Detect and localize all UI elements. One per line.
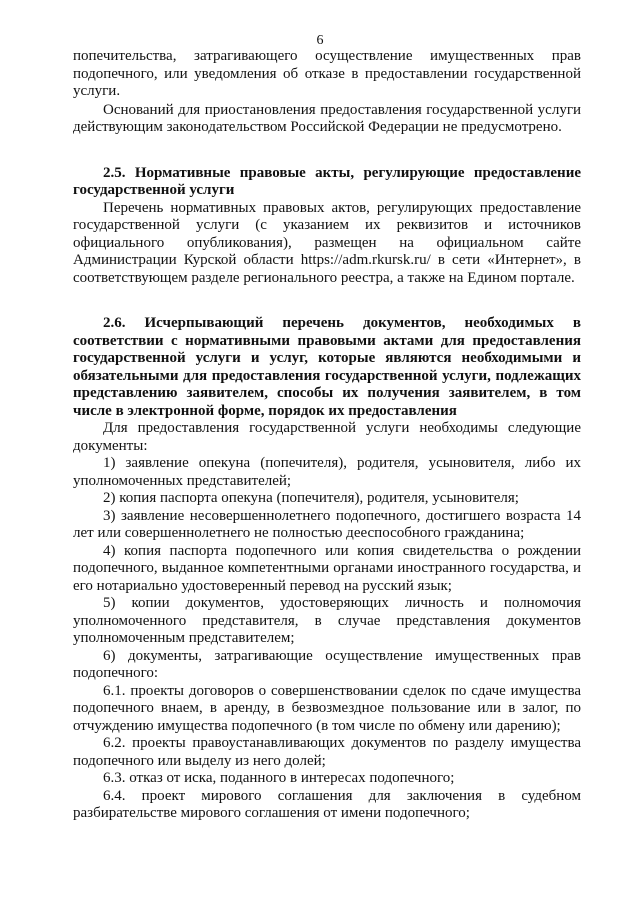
list-item: 6.2. проекты правоустанавливающих документов по разделу имущества подопечного или выделу из него долей;	[73, 735, 581, 769]
section-heading-2-6: 2.6. Исчерпывающий перечень документов, необходимых в соответствии с нормативными правовыми актами для предоставления государственной услуги и услуг, которые являются необходимыми и обязательными для предоставления государственной услуги, подлежащих представлению заявителем, способы их получения заявителем, в том числе в электронной форме, порядок их предоставления	[73, 315, 581, 419]
list-item: 2) копия паспорта опекуна (попечителя), родителя, усыновителя;	[103, 490, 519, 506]
list-item: 6.4. проект мирового соглашения для заключения в судебном разбирательстве мирового соглашения от имени подопечного;	[73, 787, 581, 821]
paragraph: Перечень нормативных правовых актов, регулирующих предоставление государственной услуги (с указанием их реквизитов и источников официального опубликования), размещен на официальном сайте Администрации Курской области https://adm.rkursk.ru/ в сети «Интернет», в соответствующем разделе регионального реестра, а также на Едином портале.	[73, 199, 581, 286]
list-item: 1) заявление опекуна (попечителя), родителя, усыновителя, либо их уполномоченных представителей;	[73, 455, 581, 489]
section-heading-2-5: 2.5. Нормативные правовые акты, регулирующие предоставление государственной услуги	[73, 164, 581, 198]
paragraph: Оснований для приостановления предоставления государственной услуги действующим законодательством Российской Федерации не предусмотрено.	[73, 101, 581, 135]
list-item: 6.1. проекты договоров о совершенствовании сделок по сдаче имущества подопечного внаем, в аренду, в безвозмездное пользование или в залог, по отчуждению имущества подопечного (в том числе по обмену или дарению);	[73, 682, 581, 734]
list-item: 6.3. отказ от иска, поданного в интересах подопечного;	[103, 770, 455, 786]
page-number: 6	[316, 33, 324, 48]
list-item: 4) копия паспорта подопечного или копия свидетельства о рождении подопечного, выданное компетентными органами иностранного государства, и его нотариально удостоверенный перевод на русский язык;	[73, 542, 581, 594]
list-item: 3) заявление несовершеннолетнего подопечного, достигшего возраста 14 лет или совершеннолетнего не полностью дееспособного гражданина;	[73, 507, 581, 541]
paragraph: Для предоставления государственной услуги необходимы следующие документы:	[73, 420, 581, 454]
list-item: 5) копии документов, удостоверяющих личность и полномочия уполномоченного представителя, в случае представления документов уполномоченным представителем;	[73, 595, 581, 646]
document-body	[73, 48, 581, 823]
paragraph: попечительства, затрагивающего осуществление имущественных прав подопечного, или уведомления об отказе в предоставлении государственной услуги.	[73, 48, 581, 99]
list-item: 6) документы, затрагивающие осуществление имущественных прав подопечного:	[73, 647, 581, 681]
